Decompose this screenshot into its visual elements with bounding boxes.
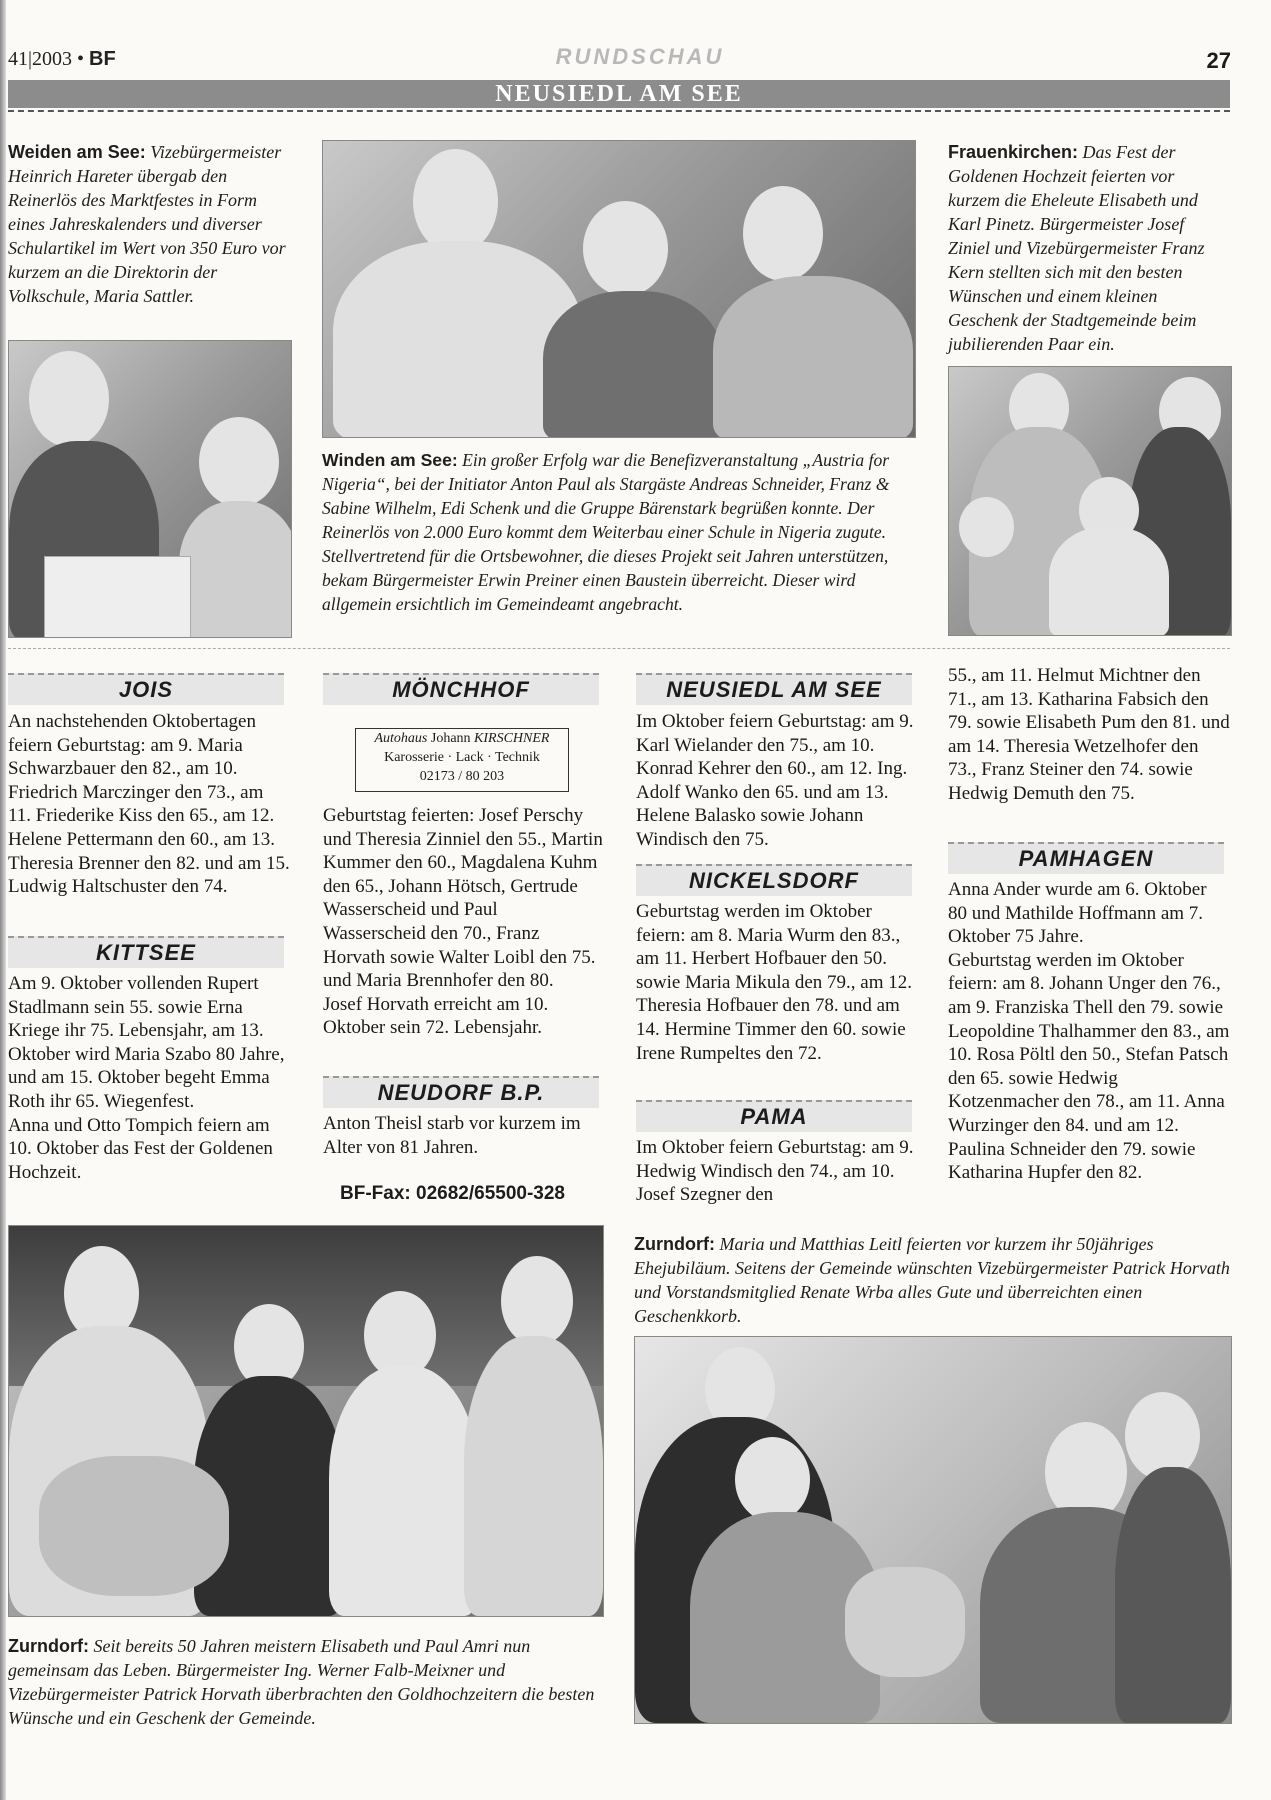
section-header-pamhagen: PAMHAGEN	[948, 842, 1224, 874]
caption-text: Maria und Matthias Leitl feierten vor kurzem ihr 50jähriges Ehejubiläum. Seitens der Gemeinde wünschten Vizebürgermeister Patrick Horvath und Vorstandsmitglied Renate Wrba alles Gute und überreichten einen Geschenkkorb.	[634, 1234, 1230, 1326]
ad-line-3: 02173 / 80 203	[419, 769, 505, 784]
moenchhof-paragraph-1: Geburtstag feierten: Josef Perschy und Theresia Zinniel den 55., Martin Kummer den 60., Magdalena Kuhm den 65., Johann Hötsch, Gertrude Wasserscheid und Paul Wasserscheid den 70., Franz Horvath sowie Walter Loibl den 75. und Maria Brennhofer den 80.	[323, 805, 603, 992]
ad-prefix: Autohaus	[374, 731, 428, 746]
caption-text: Ein großer Erfolg war die Benefizveranstaltung „Austria for Nigeria“, bei der Initiator Anton Paul als Stargäste Andreas Schneider, Franz & Sabine Wilhelm, Edi Schenk und die Gruppe Bärenstark begrüßen konnte. Der Reinerlös von 2.000 Euro kommt dem Weiterbau einer Schule in Nigeria zugute. Stellvertretend für die Ortsbewohner, die dieses Projekt seit Jahren unterstützen, bekam Bürgermeister Erwin Preiner einen Baustein überreicht. Dieser wird allgemein ersichtlich im Gemeindeamt angebracht.	[322, 450, 890, 614]
caption-frauenkirchen	[948, 140, 1230, 356]
moenchhof-paragraph-2: Josef Horvath erreicht am 10. Oktober sein 72. Lebensjahr.	[323, 993, 549, 1039]
section-header-neudorf: NEUDORF B.P.	[323, 1076, 599, 1108]
issue-line	[8, 48, 116, 71]
caption-place: Zurndorf:	[634, 1234, 715, 1254]
section-text-nickelsdorf: Geburtstag werden im Oktober feiern: am 8. Maria Wurm den 83., am 11. Herbert Hofbauer den 50. sowie Maria Mikula den 79., am 12. Theresia Hofbauer den 78. und am 14. Hermine Timmer den 60. sowie Irene Rumpeltes den 72.	[636, 901, 912, 1064]
ad-line-1	[356, 729, 568, 748]
kittsee-paragraph-1: Am 9. Oktober vollenden Rupert Stadlmann sein 55. sowie Erna Kriege ihr 75. Lebensjahr, am 13. Oktober wird Maria Szabo 80 Jahre, und am 15. Oktober begeht Emma Roth ihr 65. Wiegenfest.	[8, 973, 285, 1112]
ad-kirschner	[355, 728, 569, 792]
photo-weiden	[8, 340, 292, 638]
section-text-kittsee	[8, 972, 290, 1184]
photo-winden	[322, 140, 916, 438]
caption-place: Frauenkirchen:	[948, 142, 1079, 162]
section-header-jois: JOIS	[8, 673, 284, 705]
issue-number: 41|2003	[8, 48, 73, 70]
pamhagen-paragraph-1: Anna Ander wurde am 6. Oktober 80 und Mathilde Hoffmann am 7. Oktober 75 Jahre.	[948, 879, 1207, 948]
caption-zurndorf-leitl	[634, 1232, 1230, 1328]
region-banner: NEUSIEDL AM SEE	[8, 80, 1230, 108]
section-title: RUNDSCHAU	[555, 44, 725, 69]
section-text-moenchhof	[323, 804, 605, 1040]
ad-line-2: Karosserie · Lack · Technik	[384, 750, 540, 765]
section-header-kittsee: KITTSEE	[8, 936, 284, 968]
section-text-neusiedl: Im Oktober feiern Geburtstag: am 9. Karl Wielander den 75., am 10. Konrad Kehrer den 60., am 12. Ing. Adolf Wanko den 65. und am 13. Helene Balasko sowie Johann Windisch den 75.	[636, 711, 914, 850]
caption-place: Winden am See:	[322, 450, 458, 470]
photo-zurndorf-leitl	[634, 1336, 1232, 1724]
caption-place: Weiden am See:	[8, 142, 146, 162]
ad-brand: KIRSCHNER	[474, 731, 550, 746]
caption-text: Vizebürgermeister Heinrich Hareter übergab den Reinerlös des Marktfestes in Form eines Jahreskalenders und diverser Schulartikel im Wert von 350 Euro vor kurzem an die Direktorin der Volkschule, Maria Sattler.	[8, 142, 286, 306]
ad-first-name: Johann	[430, 731, 471, 746]
caption-zurndorf-amri	[8, 1634, 602, 1730]
section-text-pamhagen	[948, 878, 1230, 1185]
photo-zurndorf-amri	[8, 1225, 604, 1617]
section-text-jois: An nachstehenden Oktobertagen feiern Geburtstag: am 9. Maria Schwarzbauer den 82., am 10. Friedrich Marczinger den 73., am 11. Friederike Kiss den 65., am 12. Helene Pettermann den 60., am 13. Theresia Brenner den 82. und am 15. Ludwig Haltschuster den 74.	[8, 711, 290, 898]
caption-text: Seit bereits 50 Jahren meistern Elisabeth und Paul Amri nun gemeinsam das Leben. Bürgermeister Ing. Werner Falb-Meixner und Vizebürgermeister Patrick Horvath überbrachten den Goldhochzeitern die besten Wünsche und ein Geschenk der Gemeinde.	[8, 1636, 595, 1728]
fax-label: BF-Fax:	[340, 1183, 411, 1204]
caption-weiden	[8, 140, 290, 308]
page-number: 27	[1206, 48, 1231, 73]
section-header-neusiedl: NEUSIEDL AM SEE	[636, 673, 912, 705]
issue-bullet: •	[77, 48, 85, 70]
caption-place: Zurndorf:	[8, 1636, 89, 1656]
pamhagen-paragraph-2: Geburtstag werden im Oktober feiern: am 8. Johann Unger den 76., am 9. Franziska Thell den 79. sowie Leopoldine Thalhammer den 83., am 10. Rosa Pöltl den 50., Stefan Patsch den 65. sowie Hedwig Kotzenmacher den 78., am 11. Anna Wurzinger den 84. und am 12. Paulina Schneider den 79. sowie Katharina Hupfer den 82.	[948, 949, 1230, 1184]
section-text-pama: Im Oktober feiern Geburtstag: am 9. Hedwig Windisch den 74., am 10. Josef Szegner den	[636, 1137, 914, 1206]
kittsee-paragraph-2: Anna und Otto Tompich feiern am 10. Oktober das Fest der Goldenen Hochzeit.	[8, 1114, 273, 1183]
paper-name: BF	[89, 48, 116, 70]
caption-winden	[322, 448, 914, 616]
fax-number: 02682/65500-328	[416, 1183, 565, 1204]
mid-rule	[8, 648, 1230, 649]
caption-text: Das Fest der Goldenen Hochzeit feierten vor kurzem die Eheleute Elisabeth und Karl Pinetz. Bürgermeister Josef Ziniel und Vizebürgermeister Franz Kern stellten sich mit den besten Wünschen und einem kleinen Geschenk der Stadtgemeinde beim jubilierenden Paar ein.	[948, 142, 1205, 354]
section-text-pama-continued: 55., am 11. Helmut Michtner den 71., am 13. Katharina Fabsich den 79. sowie Elisabeth Pum den 81. und am 14. Theresia Wetzelhofer den 73., Franz Steiner den 74. sowie Hedwig Demuth den 75.	[948, 665, 1230, 804]
section-text-neudorf: Anton Theisl starb vor kurzem im Alter von 81 Jahren.	[323, 1113, 581, 1158]
photo-frauenkirchen	[948, 366, 1232, 636]
section-header-nickelsdorf: NICKELSDORF	[636, 864, 912, 896]
section-header-pama: PAMA	[636, 1100, 912, 1132]
section-header-moenchhof: MÖNCHHOF	[323, 673, 599, 705]
header-rule	[8, 110, 1230, 112]
page-spine-shadow	[0, 0, 6, 1800]
bf-fax-line	[340, 1183, 600, 1205]
